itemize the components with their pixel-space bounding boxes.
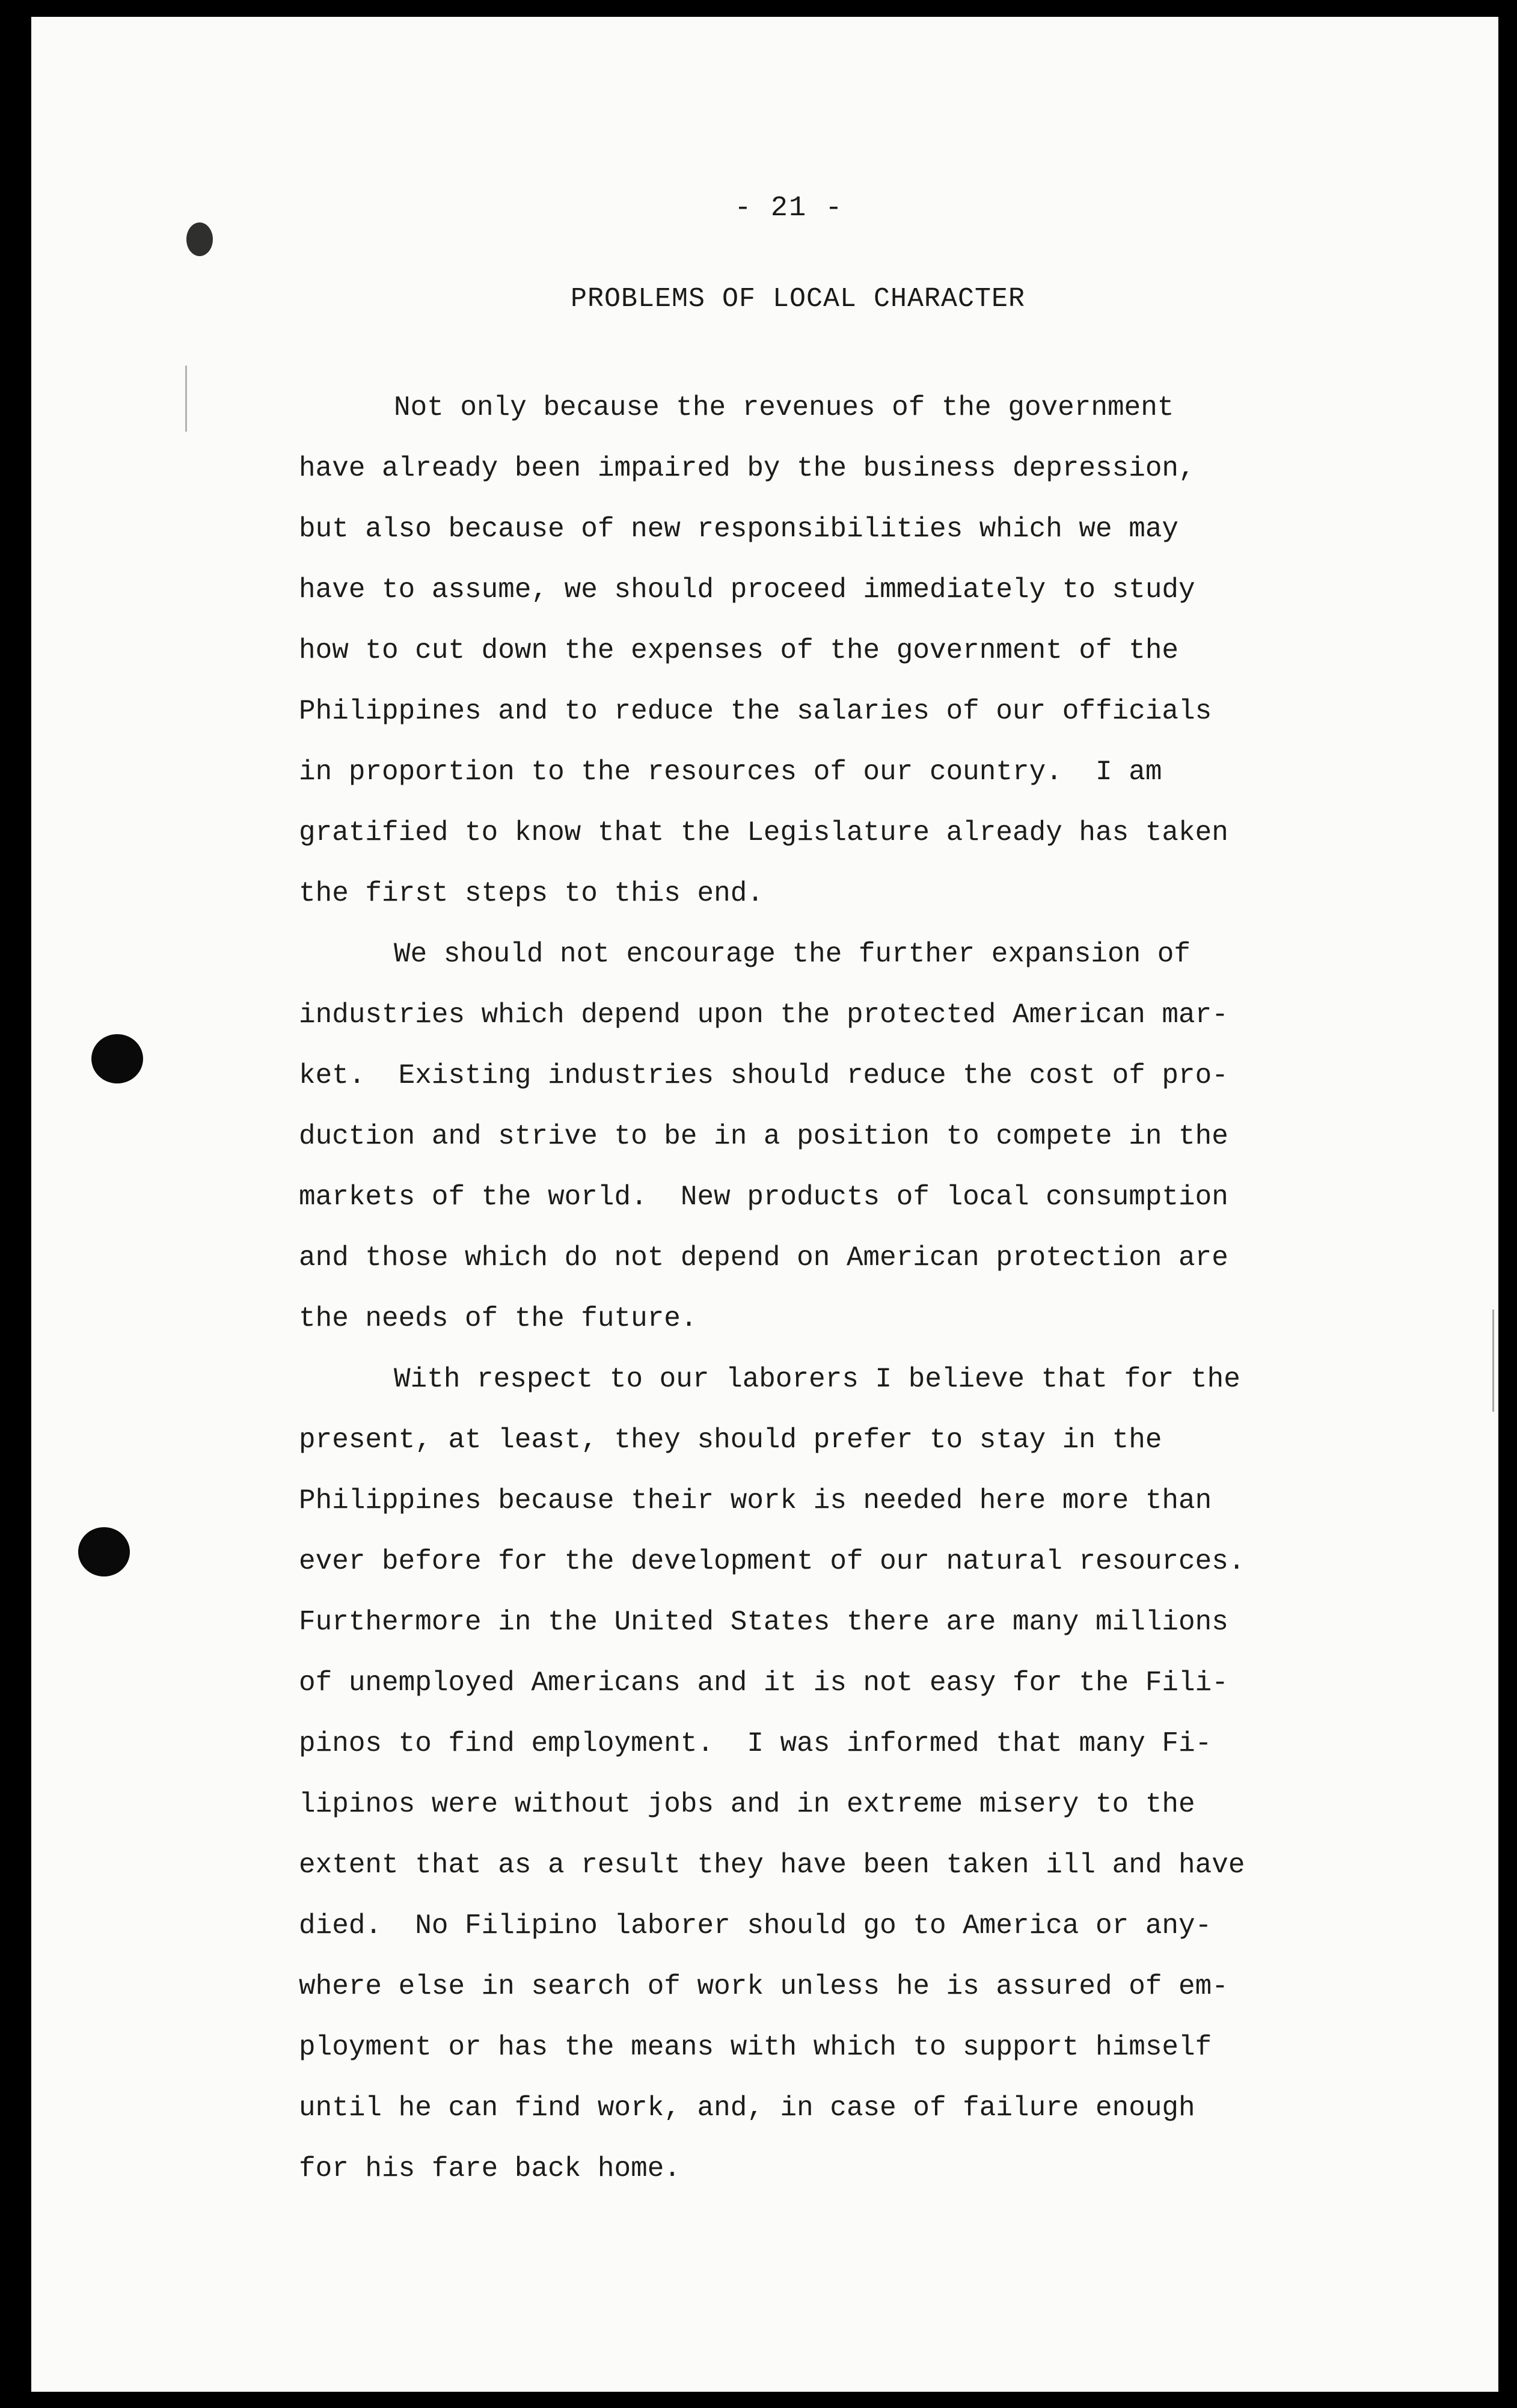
punch-hole-top (186, 222, 213, 256)
text-line: in proportion to the resources of our country. I am (299, 756, 1162, 788)
text-line: extent that as a result they have been taken ill and have (299, 1849, 1245, 1881)
text-line: the needs of the future. (299, 1303, 697, 1334)
text-line: We should not encourage the further expansion of (394, 939, 1191, 970)
text-line: duction and strive to be in a position to compete in the (299, 1121, 1228, 1152)
text-line: Furthermore in the United States there are many millions (299, 1607, 1228, 1638)
text-line: the first steps to this end. (299, 878, 764, 909)
text-line: until he can find work, and, in case of failure enough (299, 2092, 1195, 2124)
document-page (31, 17, 1498, 2392)
paragraph-government-expenses (299, 378, 1441, 924)
text-line: industries which depend upon the protected American mar- (299, 999, 1228, 1031)
text-line: present, at least, they should prefer to stay in the (299, 1424, 1162, 1456)
paragraph-industries (299, 924, 1441, 1349)
text-line: With respect to our laborers I believe that for the (394, 1364, 1240, 1395)
text-line: Philippines because their work is needed here more than (299, 1485, 1212, 1516)
punch-hole-bottom (78, 1527, 130, 1576)
punch-hole-middle (91, 1034, 143, 1083)
text-line: gratified to know that the Legislature already has taken (299, 817, 1228, 848)
margin-mark-left (185, 366, 187, 432)
text-line: Not only because the revenues of the government (394, 392, 1174, 423)
text-line: pinos to find employment. I was informed that many Fi- (299, 1728, 1212, 1759)
text-line: died. No Filipino laborer should go to America or any- (299, 1910, 1212, 1941)
page-number: - 21 - (734, 192, 844, 224)
text-line: have to assume, we should proceed immediately to study (299, 574, 1195, 605)
body-text (299, 378, 1441, 2199)
paragraph-laborers (299, 1349, 1441, 2199)
text-line: Philippines and to reduce the salaries of our officials (299, 696, 1212, 727)
text-line: markets of the world. New products of local consumption (299, 1181, 1228, 1213)
text-line: ever before for the development of our natural resources. (299, 1546, 1245, 1577)
text-line: lipinos were without jobs and in extreme misery to the (299, 1789, 1195, 1820)
text-line: ket. Existing industries should reduce the cost of pro- (299, 1060, 1228, 1091)
margin-mark-right (1492, 1310, 1494, 1412)
text-line: and those which do not depend on American protection are (299, 1242, 1228, 1273)
text-line: where else in search of work unless he is assured of em- (299, 1971, 1228, 2002)
text-line: for his fare back home. (299, 2153, 681, 2184)
text-line: have already been impaired by the business depression, (299, 453, 1195, 484)
text-line: ployment or has the means with which to support himself (299, 2032, 1212, 2063)
text-line: but also because of new responsibilities which we may (299, 513, 1179, 545)
section-heading: PROBLEMS OF LOCAL CHARACTER (570, 284, 1026, 314)
text-line: how to cut down the expenses of the government of the (299, 635, 1179, 666)
text-line: of unemployed Americans and it is not easy for the Fili- (299, 1667, 1228, 1699)
